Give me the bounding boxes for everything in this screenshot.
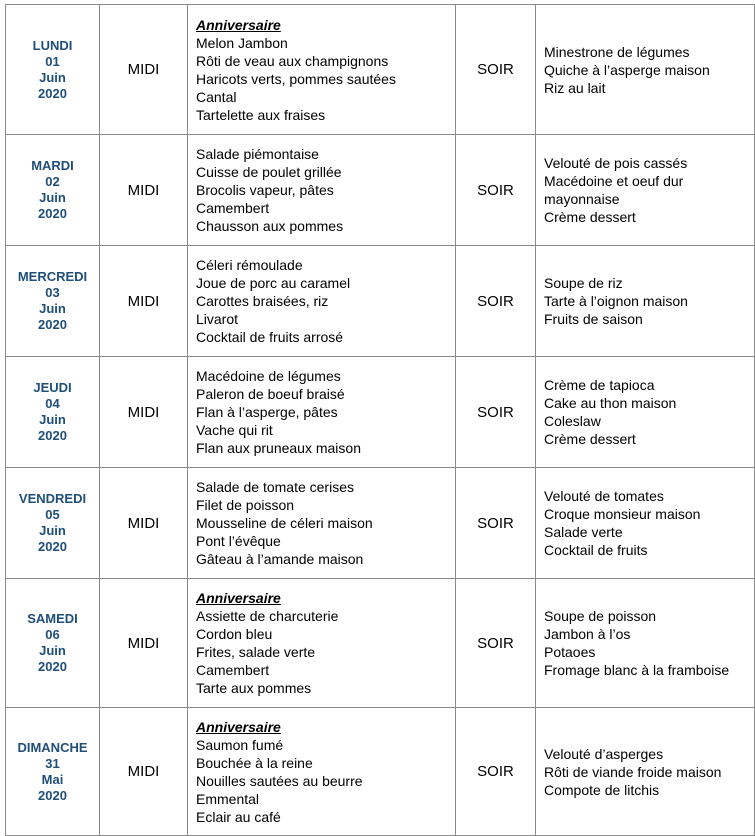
dinner-dish: Crème de tapioca	[544, 377, 655, 393]
dinner-dish: Velouté de pois cassés	[544, 155, 688, 171]
day-name: JEUDI	[33, 380, 72, 395]
menu-row	[6, 357, 755, 468]
lunch-dish: Salade de tomate cerises	[196, 479, 354, 495]
dinner-menu-cell	[536, 5, 755, 135]
dinner-dish: Salade verte	[544, 524, 623, 540]
lunch-dish: Camembert	[196, 662, 270, 678]
lunch-dish: Flan à l’asperge, pâtes	[196, 404, 338, 420]
year: 2020	[38, 85, 67, 101]
year: 2020	[38, 659, 67, 674]
menu-row	[6, 708, 755, 836]
dinner-period-label: SOIR	[456, 5, 536, 135]
dinner-dish: Velouté d’asperges	[544, 745, 664, 762]
lunch-dish: Gâteau à l’amande maison	[196, 551, 364, 567]
lunch-dish: Chausson aux pommes	[196, 218, 344, 234]
day-name: MARDI	[31, 158, 74, 173]
month-name: Juin	[39, 523, 66, 538]
day-cell	[6, 468, 100, 579]
dinner-period-label: SOIR	[456, 357, 536, 468]
dinner-menu-cell	[536, 135, 755, 246]
date-number: 04	[45, 396, 60, 411]
lunch-menu-cell	[188, 246, 456, 357]
day-cell	[6, 5, 100, 135]
day-name: VENDREDI	[18, 491, 87, 506]
dinner-dish: Crème dessert	[544, 431, 636, 447]
dinner-menu-cell	[536, 708, 755, 836]
date-number: 01	[45, 53, 60, 69]
special-occasion-label: Anniversaire	[196, 718, 281, 735]
dinner-dish: Croque monsieur maison	[544, 506, 701, 522]
dinner-period-label: SOIR	[456, 708, 536, 836]
dinner-dish: Soupe de poisson	[544, 608, 657, 624]
dinner-dish: Potaoes	[544, 644, 596, 660]
lunch-dish: Salade piémontaise	[196, 146, 319, 162]
menu-table-body	[6, 5, 755, 836]
lunch-dish: Paleron de boeuf braisé	[196, 386, 345, 402]
dinner-menu-cell	[536, 468, 755, 579]
lunch-dish: Brocolis vapeur, pâtes	[196, 182, 334, 198]
lunch-dish: Carottes braisées, riz	[196, 293, 329, 309]
day-cell	[6, 708, 100, 836]
dinner-menu-cell	[536, 579, 755, 708]
lunch-dish: Céleri rémoulade	[196, 257, 303, 273]
special-occasion-label: Anniversaire	[196, 590, 281, 606]
dinner-period-label: SOIR	[456, 135, 536, 246]
lunch-period-label: MIDI	[100, 468, 188, 579]
year: 2020	[38, 206, 67, 221]
dinner-dish: Compote de litchis	[544, 781, 660, 798]
lunch-dish: Melon Jambon	[196, 34, 288, 51]
lunch-period-label: MIDI	[100, 5, 188, 135]
date-number: 05	[45, 507, 60, 522]
menu-row	[6, 246, 755, 357]
lunch-dish: Livarot	[196, 311, 239, 327]
lunch-period-label: MIDI	[100, 357, 188, 468]
dinner-dish: Fromage blanc à la framboise	[544, 662, 730, 678]
lunch-dish: Flan aux pruneaux maison	[196, 440, 361, 456]
lunch-dish: Cantal	[196, 88, 237, 105]
weekly-menu-table	[5, 4, 755, 836]
day-name: DIMANCHE	[17, 739, 88, 755]
year: 2020	[38, 539, 67, 554]
day-cell	[6, 246, 100, 357]
date-number: 31	[45, 755, 60, 771]
month-name: Juin	[39, 190, 66, 205]
dinner-dish: Minestrone de légumes	[544, 43, 690, 60]
lunch-dish: Frites, salade verte	[196, 644, 316, 660]
dinner-dish: Cocktail de fruits	[544, 542, 648, 558]
lunch-menu-cell	[188, 357, 456, 468]
menu-row	[6, 5, 755, 135]
day-cell	[6, 135, 100, 246]
lunch-dish: Tarte aux pommes	[196, 680, 312, 696]
year: 2020	[38, 428, 67, 443]
dinner-dish: Soupe de riz	[544, 275, 623, 291]
lunch-dish: Bouchée à la reine	[196, 754, 313, 771]
dinner-dish: Fruits de saison	[544, 311, 643, 327]
lunch-dish: Camembert	[196, 200, 270, 216]
dinner-dish: Velouté de tomates	[544, 488, 664, 504]
month-name: Juin	[39, 69, 66, 85]
lunch-dish: Rôti de veau aux champignons	[196, 52, 389, 69]
dinner-dish: Crème dessert	[544, 209, 636, 225]
lunch-dish: Joue de porc au caramel	[196, 275, 351, 291]
menu-row	[6, 468, 755, 579]
year: 2020	[38, 787, 67, 803]
lunch-dish: Saumon fumé	[196, 736, 284, 753]
lunch-dish: Pont l’évêque	[196, 533, 281, 549]
lunch-menu-cell	[188, 468, 456, 579]
lunch-period-label: MIDI	[100, 246, 188, 357]
dinner-menu-cell	[536, 246, 755, 357]
lunch-menu-cell	[188, 708, 456, 836]
dinner-period-label: SOIR	[456, 468, 536, 579]
lunch-dish: Eclair au café	[196, 808, 281, 825]
dinner-dish: Macédoine et oeuf dur	[544, 173, 684, 189]
dinner-dish: Riz au lait	[544, 79, 606, 96]
menu-row	[6, 579, 755, 708]
dinner-menu-cell	[536, 357, 755, 468]
dinner-dish: Jambon à l’os	[544, 626, 631, 642]
lunch-period-label: MIDI	[100, 579, 188, 708]
menu-row	[6, 135, 755, 246]
month-name: Juin	[39, 412, 66, 427]
date-number: 03	[45, 285, 60, 300]
lunch-dish: Tartelette aux fraises	[196, 106, 326, 123]
dinner-dish: Rôti de viande froide maison	[544, 763, 722, 780]
lunch-menu-cell	[188, 135, 456, 246]
dinner-dish: Cake au thon maison	[544, 395, 677, 411]
lunch-dish: Cocktail de fruits arrosé	[196, 329, 344, 345]
lunch-period-label: MIDI	[100, 708, 188, 836]
day-cell	[6, 579, 100, 708]
lunch-period-label: MIDI	[100, 135, 188, 246]
month-name: Juin	[39, 301, 66, 316]
lunch-dish: Nouilles sautées au beurre	[196, 772, 363, 789]
lunch-dish: Mousseline de céleri maison	[196, 515, 373, 531]
dinner-period-label: SOIR	[456, 246, 536, 357]
date-number: 02	[45, 174, 60, 189]
lunch-dish: Vache qui rit	[196, 422, 273, 438]
lunch-dish: Haricots verts, pommes sautées	[196, 70, 396, 87]
month-name: Juin	[39, 643, 66, 658]
lunch-dish: Filet de poisson	[196, 497, 295, 513]
dinner-period-label: SOIR	[456, 579, 536, 708]
day-cell	[6, 357, 100, 468]
day-name: LUNDI	[32, 37, 73, 53]
lunch-dish: Assiette de charcuterie	[196, 608, 339, 624]
dinner-dish: mayonnaise	[544, 191, 620, 207]
special-occasion-label: Anniversaire	[196, 16, 281, 33]
lunch-menu-cell	[188, 5, 456, 135]
lunch-dish: Macédoine de légumes	[196, 368, 341, 384]
year: 2020	[38, 317, 67, 332]
dinner-dish: Quiche à l’asperge maison	[544, 61, 710, 78]
lunch-dish: Emmental	[196, 790, 260, 807]
day-name: MERCREDI	[17, 269, 88, 284]
date-number: 06	[45, 627, 60, 642]
dinner-dish: Coleslaw	[544, 413, 601, 429]
day-name: SAMEDI	[27, 611, 78, 626]
lunch-dish: Cordon bleu	[196, 626, 273, 642]
lunch-dish: Cuisse de poulet grillée	[196, 164, 342, 180]
month-name: Mai	[41, 771, 64, 787]
lunch-menu-cell	[188, 579, 456, 708]
dinner-dish: Tarte à l’oignon maison	[544, 293, 688, 309]
